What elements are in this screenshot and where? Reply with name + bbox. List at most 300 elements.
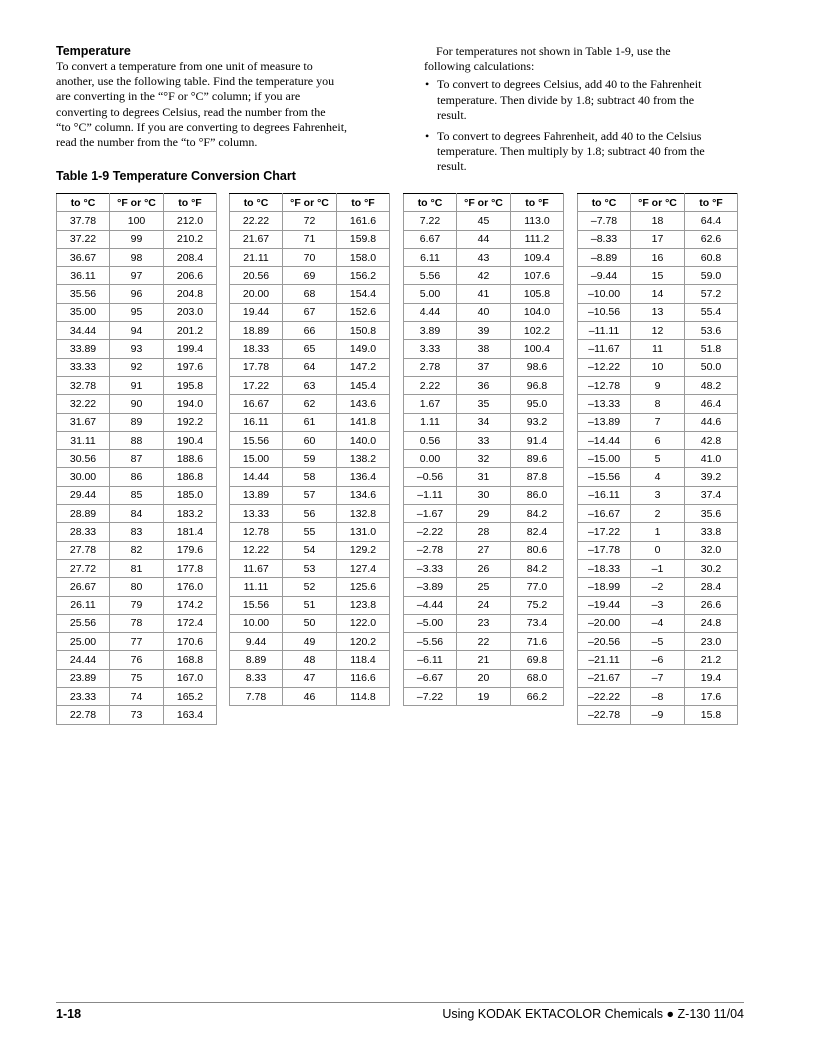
table-row xyxy=(404,633,564,651)
cell-f-or-c: 13 xyxy=(631,303,685,321)
cell-to-c: –2.22 xyxy=(404,523,457,541)
cell-to-c: 32.78 xyxy=(57,376,110,394)
cell-to-f: 82.4 xyxy=(511,523,564,541)
publication-code: Z-130 11/04 xyxy=(677,1007,744,1021)
calc-line: result. xyxy=(437,159,467,174)
cell-to-f: 96.8 xyxy=(511,376,564,394)
intro-line: another, use the following table. Find the temperature you xyxy=(56,74,335,89)
cell-to-f: 60.8 xyxy=(685,248,738,266)
cell-to-c: –9.44 xyxy=(578,267,631,285)
table-row xyxy=(404,248,564,266)
table-row xyxy=(404,431,564,449)
cell-to-f: 111.2 xyxy=(511,230,564,248)
cell-to-f: 165.2 xyxy=(164,688,217,706)
table-row xyxy=(578,541,738,559)
cell-to-f: 15.8 xyxy=(685,706,738,724)
cell-to-c: 8.89 xyxy=(230,651,283,669)
cell-to-f: 208.4 xyxy=(164,248,217,266)
table-row xyxy=(57,267,217,285)
header-f-or-c: °F or °C xyxy=(110,194,164,212)
cell-to-f: 141.8 xyxy=(337,413,390,431)
cell-to-f: 100.4 xyxy=(511,340,564,358)
cell-to-f: 95.0 xyxy=(511,395,564,413)
table-row xyxy=(230,267,390,285)
header-f-or-c: °F or °C xyxy=(457,194,511,212)
cell-to-f: 177.8 xyxy=(164,559,217,577)
header-to-f: to °F xyxy=(164,194,217,212)
table-row xyxy=(578,578,738,596)
cell-to-f: 120.2 xyxy=(337,633,390,651)
cell-to-c: 0.00 xyxy=(404,450,457,468)
cell-to-f: 93.2 xyxy=(511,413,564,431)
cell-to-f: 210.2 xyxy=(164,230,217,248)
cell-to-c: –19.44 xyxy=(578,596,631,614)
cell-to-c: –15.56 xyxy=(578,468,631,486)
cell-to-c: –7.78 xyxy=(578,212,631,230)
cell-to-f: 195.8 xyxy=(164,376,217,394)
table-row xyxy=(57,376,217,394)
cell-to-f: 134.6 xyxy=(337,486,390,504)
cell-to-f: 185.0 xyxy=(164,486,217,504)
cell-to-c: –10.56 xyxy=(578,303,631,321)
cell-to-c: –12.78 xyxy=(578,376,631,394)
cell-to-f: 122.0 xyxy=(337,614,390,632)
cell-f-or-c: 7 xyxy=(631,413,685,431)
cell-to-c: 20.00 xyxy=(230,285,283,303)
cell-to-f: 156.2 xyxy=(337,267,390,285)
cell-to-c: –10.00 xyxy=(578,285,631,303)
table-row xyxy=(578,212,738,230)
cell-to-c: 3.89 xyxy=(404,322,457,340)
cell-f-or-c: 59 xyxy=(283,450,337,468)
cell-to-f: 39.2 xyxy=(685,468,738,486)
cell-f-or-c: 93 xyxy=(110,340,164,358)
calc-line: temperature. Then divide by 1.8; subtract 40 from the xyxy=(437,92,695,107)
header-to-f: to °F xyxy=(685,194,738,212)
cell-to-c: 13.89 xyxy=(230,486,283,504)
cell-to-f: 123.8 xyxy=(337,596,390,614)
cell-to-c: –20.00 xyxy=(578,614,631,632)
header-to-c: to °C xyxy=(57,194,110,212)
cell-to-c: 37.78 xyxy=(57,212,110,230)
table-row xyxy=(57,212,217,230)
cell-f-or-c: 31 xyxy=(457,468,511,486)
cell-f-or-c: 51 xyxy=(283,596,337,614)
cell-to-f: 172.4 xyxy=(164,614,217,632)
calculation-item xyxy=(424,129,744,175)
bullet-icon: • xyxy=(425,77,430,92)
cell-to-f: 48.2 xyxy=(685,376,738,394)
cell-f-or-c: 70 xyxy=(283,248,337,266)
cell-to-f: 33.8 xyxy=(685,523,738,541)
cell-to-f: 170.6 xyxy=(164,633,217,651)
cell-to-f: 66.2 xyxy=(511,688,564,706)
cell-to-f: 102.2 xyxy=(511,322,564,340)
cell-to-c: 12.22 xyxy=(230,541,283,559)
cell-to-c: 14.44 xyxy=(230,468,283,486)
cell-to-c: 7.22 xyxy=(404,212,457,230)
cell-f-or-c: –4 xyxy=(631,614,685,632)
table-row xyxy=(404,413,564,431)
publication-footer xyxy=(442,1007,744,1021)
cell-f-or-c: 56 xyxy=(283,505,337,523)
table-row xyxy=(404,505,564,523)
cell-to-f: 186.8 xyxy=(164,468,217,486)
cell-f-or-c: 74 xyxy=(110,688,164,706)
cell-to-f: 44.6 xyxy=(685,413,738,431)
cell-to-f: 17.6 xyxy=(685,688,738,706)
cell-to-f: 212.0 xyxy=(164,212,217,230)
cell-f-or-c: 5 xyxy=(631,450,685,468)
cell-f-or-c: 78 xyxy=(110,614,164,632)
table-row xyxy=(404,486,564,504)
table-row xyxy=(230,596,390,614)
cell-to-c: –3.33 xyxy=(404,559,457,577)
cell-to-f: 150.8 xyxy=(337,322,390,340)
cell-to-c: 10.00 xyxy=(230,614,283,632)
cell-f-or-c: 98 xyxy=(110,248,164,266)
cell-to-c: –14.44 xyxy=(578,431,631,449)
cell-f-or-c: 1 xyxy=(631,523,685,541)
table-row xyxy=(230,322,390,340)
table-row xyxy=(404,596,564,614)
table-row xyxy=(57,450,217,468)
cell-f-or-c: 42 xyxy=(457,267,511,285)
cell-f-or-c: –5 xyxy=(631,633,685,651)
table-row xyxy=(230,395,390,413)
table-row xyxy=(404,559,564,577)
cell-f-or-c: 24 xyxy=(457,596,511,614)
cell-to-c: 24.44 xyxy=(57,651,110,669)
calc-line: To convert to degrees Fahrenheit, add 40 to the Celsius xyxy=(437,129,702,144)
table-row xyxy=(230,468,390,486)
cell-to-c: 12.78 xyxy=(230,523,283,541)
cell-to-c: –22.22 xyxy=(578,688,631,706)
table-row xyxy=(57,340,217,358)
cell-f-or-c: 71 xyxy=(283,230,337,248)
table-row xyxy=(404,212,564,230)
cell-to-c: 21.11 xyxy=(230,248,283,266)
cell-f-or-c: –7 xyxy=(631,669,685,687)
table-row xyxy=(57,486,217,504)
header-to-c: to °C xyxy=(404,194,457,212)
cell-to-f: 35.6 xyxy=(685,505,738,523)
table-row xyxy=(57,468,217,486)
table-row xyxy=(578,596,738,614)
cell-to-c: 28.89 xyxy=(57,505,110,523)
cell-to-c: –15.00 xyxy=(578,450,631,468)
cell-to-f: 194.0 xyxy=(164,395,217,413)
table-row xyxy=(57,303,217,321)
table-row xyxy=(57,285,217,303)
cell-to-c: 25.56 xyxy=(57,614,110,632)
cell-f-or-c: 33 xyxy=(457,431,511,449)
table-row xyxy=(578,468,738,486)
cell-f-or-c: 92 xyxy=(110,358,164,376)
table-row xyxy=(230,212,390,230)
header-f-or-c: °F or °C xyxy=(631,194,685,212)
cell-to-c: 1.67 xyxy=(404,395,457,413)
intro-line: To convert a temperature from one unit of measure to xyxy=(56,59,313,73)
table-row xyxy=(57,413,217,431)
cell-f-or-c: 10 xyxy=(631,358,685,376)
cell-to-c: –20.56 xyxy=(578,633,631,651)
table-row xyxy=(578,413,738,431)
cell-to-f: 107.6 xyxy=(511,267,564,285)
cell-f-or-c: 39 xyxy=(457,322,511,340)
cell-to-f: 161.6 xyxy=(337,212,390,230)
table-row xyxy=(578,358,738,376)
cell-to-f: 80.6 xyxy=(511,541,564,559)
cell-to-f: 77.0 xyxy=(511,578,564,596)
cell-to-f: 147.2 xyxy=(337,358,390,376)
intro-paragraph xyxy=(56,59,386,150)
cell-to-c: –17.78 xyxy=(578,541,631,559)
cell-to-c: 18.33 xyxy=(230,340,283,358)
cell-to-c: –5.56 xyxy=(404,633,457,651)
cell-to-c: 23.33 xyxy=(57,688,110,706)
cell-to-f: 168.8 xyxy=(164,651,217,669)
cell-f-or-c: 73 xyxy=(110,706,164,724)
table-row xyxy=(230,614,390,632)
cell-f-or-c: –9 xyxy=(631,706,685,724)
cell-to-c: 31.11 xyxy=(57,431,110,449)
cell-to-c: 21.67 xyxy=(230,230,283,248)
cell-f-or-c: 26 xyxy=(457,559,511,577)
table-row xyxy=(578,614,738,632)
cell-to-c: –16.67 xyxy=(578,505,631,523)
cell-to-f: 26.6 xyxy=(685,596,738,614)
cell-f-or-c: 3 xyxy=(631,486,685,504)
cell-to-c: –4.44 xyxy=(404,596,457,614)
cell-f-or-c: 14 xyxy=(631,285,685,303)
cell-to-f: 136.4 xyxy=(337,468,390,486)
cell-f-or-c: 29 xyxy=(457,505,511,523)
header-to-f: to °F xyxy=(511,194,564,212)
cell-to-c: –2.78 xyxy=(404,541,457,559)
table-row xyxy=(230,230,390,248)
cell-f-or-c: 64 xyxy=(283,358,337,376)
table-row xyxy=(578,669,738,687)
cell-to-c: 36.11 xyxy=(57,267,110,285)
cell-to-c: –13.33 xyxy=(578,395,631,413)
cell-f-or-c: 94 xyxy=(110,322,164,340)
cell-f-or-c: 52 xyxy=(283,578,337,596)
cell-to-f: 206.6 xyxy=(164,267,217,285)
table-row xyxy=(578,267,738,285)
cell-f-or-c: 86 xyxy=(110,468,164,486)
table-row xyxy=(578,688,738,706)
cell-to-f: 64.4 xyxy=(685,212,738,230)
cell-f-or-c: 11 xyxy=(631,340,685,358)
cell-to-f: 145.4 xyxy=(337,376,390,394)
cell-to-c: 37.22 xyxy=(57,230,110,248)
cell-f-or-c: 81 xyxy=(110,559,164,577)
cell-to-f: 37.4 xyxy=(685,486,738,504)
cell-to-c: 22.78 xyxy=(57,706,110,724)
conversion-table-3 xyxy=(403,193,564,706)
table-row xyxy=(230,376,390,394)
bullet-icon: • xyxy=(425,129,430,144)
table-row xyxy=(404,303,564,321)
table-row xyxy=(404,285,564,303)
cell-f-or-c: –8 xyxy=(631,688,685,706)
cell-f-or-c: 63 xyxy=(283,376,337,394)
cell-f-or-c: 36 xyxy=(457,376,511,394)
calc-line: temperature. Then multiply by 1.8; subtract 40 from the xyxy=(437,144,705,159)
cell-to-c: 34.44 xyxy=(57,322,110,340)
cell-to-c: 36.67 xyxy=(57,248,110,266)
table-row xyxy=(57,688,217,706)
table-row xyxy=(404,468,564,486)
cell-to-c: –7.22 xyxy=(404,688,457,706)
cell-f-or-c: 100 xyxy=(110,212,164,230)
cell-f-or-c: 50 xyxy=(283,614,337,632)
cell-to-c: 19.44 xyxy=(230,303,283,321)
cell-f-or-c: 48 xyxy=(283,651,337,669)
cell-to-c: 4.44 xyxy=(404,303,457,321)
calc-line: result. xyxy=(437,107,467,122)
table-row xyxy=(230,633,390,651)
table-row xyxy=(578,376,738,394)
cell-to-c: –11.67 xyxy=(578,340,631,358)
table-row xyxy=(57,230,217,248)
cell-to-c: –13.89 xyxy=(578,413,631,431)
cell-f-or-c: 60 xyxy=(283,431,337,449)
cell-f-or-c: 30 xyxy=(457,486,511,504)
table-row xyxy=(578,651,738,669)
cell-f-or-c: 49 xyxy=(283,633,337,651)
cell-f-or-c: –6 xyxy=(631,651,685,669)
cell-f-or-c: –1 xyxy=(631,559,685,577)
table-row xyxy=(404,450,564,468)
cell-to-f: 41.0 xyxy=(685,450,738,468)
cell-to-c: 33.89 xyxy=(57,340,110,358)
cell-to-c: –8.33 xyxy=(578,230,631,248)
cell-to-f: 104.0 xyxy=(511,303,564,321)
cell-to-f: 199.4 xyxy=(164,340,217,358)
cell-f-or-c: 87 xyxy=(110,450,164,468)
cell-to-f: 203.0 xyxy=(164,303,217,321)
cell-to-f: 46.4 xyxy=(685,395,738,413)
calc-intro-line: following calculations: xyxy=(424,59,535,74)
cell-to-c: 5.56 xyxy=(404,267,457,285)
cell-to-f: 84.2 xyxy=(511,505,564,523)
cell-to-f: 192.2 xyxy=(164,413,217,431)
cell-to-c: 30.56 xyxy=(57,450,110,468)
cell-to-f: 57.2 xyxy=(685,285,738,303)
header-to-f: to °F xyxy=(337,194,390,212)
cell-to-c: 23.89 xyxy=(57,669,110,687)
table-row xyxy=(404,614,564,632)
cell-to-c: –21.67 xyxy=(578,669,631,687)
table-row xyxy=(57,541,217,559)
table-row xyxy=(230,450,390,468)
calc-intro-line: For temperatures not shown in Table 1-9, use the xyxy=(436,44,671,58)
cell-f-or-c: 37 xyxy=(457,358,511,376)
cell-to-c: –8.89 xyxy=(578,248,631,266)
cell-to-c: 28.33 xyxy=(57,523,110,541)
cell-to-c: 9.44 xyxy=(230,633,283,651)
cell-to-c: 33.33 xyxy=(57,358,110,376)
cell-to-f: 159.8 xyxy=(337,230,390,248)
table-row xyxy=(404,523,564,541)
cell-f-or-c: 57 xyxy=(283,486,337,504)
section-heading: Temperature xyxy=(56,44,131,58)
table-row xyxy=(57,523,217,541)
table-row xyxy=(404,358,564,376)
intro-line: are converting in the “°F or °C” column; if you are xyxy=(56,89,301,104)
cell-to-f: 167.0 xyxy=(164,669,217,687)
cell-to-c: 17.78 xyxy=(230,358,283,376)
cell-to-f: 75.2 xyxy=(511,596,564,614)
table-row xyxy=(404,669,564,687)
cell-f-or-c: 22 xyxy=(457,633,511,651)
table-row xyxy=(578,340,738,358)
table-row xyxy=(578,230,738,248)
cell-to-f: 53.6 xyxy=(685,322,738,340)
cell-to-f: 69.8 xyxy=(511,651,564,669)
cell-to-f: 98.6 xyxy=(511,358,564,376)
cell-to-f: 201.2 xyxy=(164,322,217,340)
table-row xyxy=(404,322,564,340)
cell-to-c: 6.67 xyxy=(404,230,457,248)
table-row xyxy=(578,285,738,303)
cell-f-or-c: 69 xyxy=(283,267,337,285)
table-row xyxy=(230,559,390,577)
header-to-c: to °C xyxy=(578,194,631,212)
cell-to-c: –22.78 xyxy=(578,706,631,724)
cell-to-f: 176.0 xyxy=(164,578,217,596)
cell-to-f: 131.0 xyxy=(337,523,390,541)
cell-to-f: 32.0 xyxy=(685,541,738,559)
cell-to-c: 13.33 xyxy=(230,505,283,523)
cell-f-or-c: 12 xyxy=(631,322,685,340)
table-row xyxy=(57,358,217,376)
table-row xyxy=(230,431,390,449)
cell-to-c: –6.67 xyxy=(404,669,457,687)
cell-to-c: 15.56 xyxy=(230,431,283,449)
cell-f-or-c: 65 xyxy=(283,340,337,358)
cell-f-or-c: 91 xyxy=(110,376,164,394)
header-to-c: to °C xyxy=(230,194,283,212)
cell-to-f: 105.8 xyxy=(511,285,564,303)
header-f-or-c: °F or °C xyxy=(283,194,337,212)
table-row xyxy=(57,614,217,632)
cell-f-or-c: 83 xyxy=(110,523,164,541)
cell-to-f: 59.0 xyxy=(685,267,738,285)
cell-to-c: –18.33 xyxy=(578,559,631,577)
table-row xyxy=(57,596,217,614)
cell-to-f: 73.4 xyxy=(511,614,564,632)
table-row xyxy=(57,431,217,449)
cell-to-f: 50.0 xyxy=(685,358,738,376)
cell-to-c: –18.99 xyxy=(578,578,631,596)
cell-f-or-c: 17 xyxy=(631,230,685,248)
calculation-list xyxy=(424,77,744,174)
cell-f-or-c: 45 xyxy=(457,212,511,230)
table-row xyxy=(57,651,217,669)
cell-to-f: 55.4 xyxy=(685,303,738,321)
intro-line: converting to degrees Celsius, read the number from the xyxy=(56,104,326,119)
cell-to-c: 11.11 xyxy=(230,578,283,596)
cell-to-f: 152.6 xyxy=(337,303,390,321)
table-row xyxy=(578,322,738,340)
table-row xyxy=(230,413,390,431)
intro-line: “to °C” column. If you are converting to degrees Fahrenheit, xyxy=(56,119,348,134)
cell-f-or-c: 54 xyxy=(283,541,337,559)
cell-f-or-c: 75 xyxy=(110,669,164,687)
